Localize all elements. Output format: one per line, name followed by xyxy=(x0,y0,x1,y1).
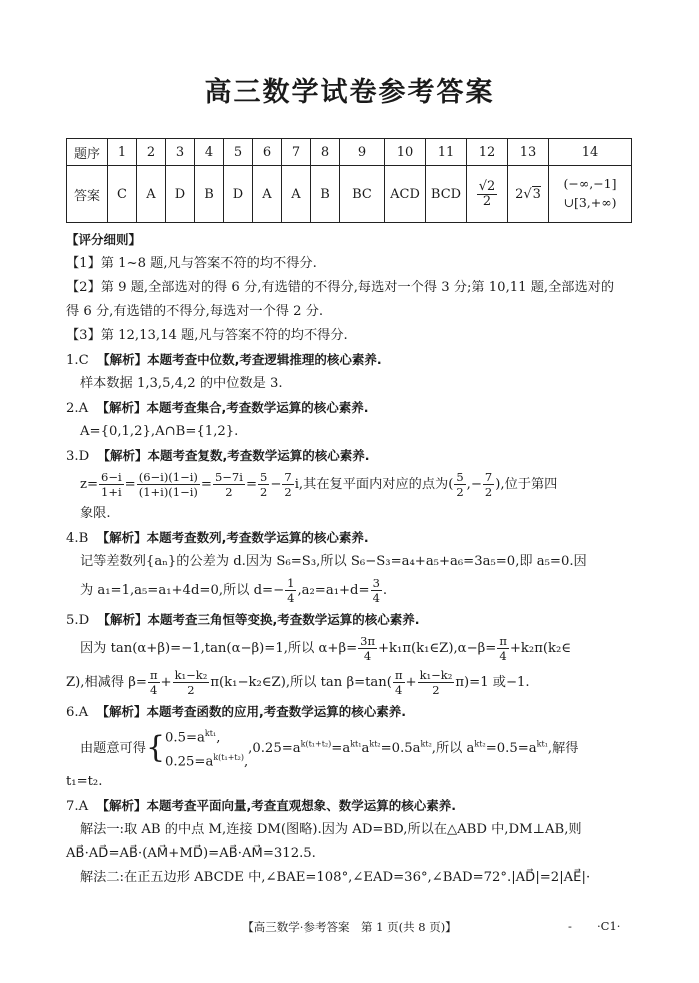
table-cell-number: 7 xyxy=(282,139,311,166)
q5-body-1: 因为 tan(α+β)=−1,tan(α−β)=1,所以 α+β= $\frac{3\pi}{4}$ +k₁π(k₁∈Z),α−β= $\frac{\pi}{4}$ +k₂π(k₂∈ xyxy=(80,634,572,663)
table-cell-number: 12 xyxy=(467,139,508,166)
table-row-numbers xyxy=(67,139,632,166)
table-cell-number: 13 xyxy=(508,139,549,166)
q3-body-end: 象限. xyxy=(80,506,111,521)
table-row-answers xyxy=(67,166,632,223)
table-cell-number: 5 xyxy=(224,139,253,166)
page-title: 高三数学试卷参考答案 xyxy=(204,77,495,108)
table-cell-answer: B xyxy=(311,166,340,223)
q6-header: 6.A 【解析】本题考查函数的应用,考查数学运算的核心素养. xyxy=(66,704,406,720)
table-cell-number: 6 xyxy=(253,139,282,166)
q1-body: 样本数据 1,3,5,4,2 的中位数是 3. xyxy=(80,376,283,391)
table-cell-answer: A xyxy=(282,166,311,223)
q4-body-2: 为 a₁=1,a₅=a₁+4d=0,所以 d=− $\frac{1}{4}$ ,a₂=a₁+d= $\frac{3}{4}$ . xyxy=(80,576,388,605)
table-cell-number: 3 xyxy=(166,139,195,166)
table-header-label: 题序 xyxy=(67,139,108,166)
q3-header: 3.D 【解析】本题考查复数,考查数学运算的核心素养. xyxy=(66,448,370,464)
table-cell-answer: BC xyxy=(340,166,385,223)
table-cell-answer: ACD xyxy=(385,166,426,223)
q7-body-3: 解法二:在正五边形 ABCDE 中,∠BAE=108°,∠EAD=36°,∠BAD=72°.|AD⃗|=2|AE⃗|· xyxy=(80,870,591,885)
table-cell-number: 2 xyxy=(137,139,166,166)
table-answer-label: 答案 xyxy=(67,166,108,223)
answer-table xyxy=(66,138,632,223)
table-cell-number: 10 xyxy=(385,139,426,166)
answer-explanations xyxy=(66,228,636,890)
table-cell-answer: B xyxy=(195,166,224,223)
q6-body-end: t₁=t₂. xyxy=(66,774,103,789)
scoring-rule-1: 【1】第 1~8 题,凡与答案不符的均不得分. xyxy=(66,256,317,271)
table-cell-number: 8 xyxy=(311,139,340,166)
scoring-rule-2b: 得 6 分,有选错的不得分,每选对一个得 2 分. xyxy=(66,304,324,319)
footer-code: ·C1· xyxy=(597,919,621,933)
table-cell-answer: C xyxy=(108,166,137,223)
table-cell-number: 14 xyxy=(549,139,632,166)
table-cell-answer: D xyxy=(166,166,195,223)
q5-body-2: Z),相减得 β= $\frac{\pi}{4}$ + $\frac{\text{k₁−k₂}}{2}$ π(k₁−k₂∈Z),所以 tan β=tan( $\frac{\pi}{4}$ + $\frac{\text{k₁−k₂}}{2}$ π)=1 或−1. xyxy=(66,668,530,697)
q2-body: A={0,1,2},A∩B={1,2}. xyxy=(80,424,239,439)
table-cell-answer-12 xyxy=(467,166,508,223)
scoring-rule-3: 【3】第 12,13,14 题,凡与答案不符的均不得分. xyxy=(66,328,348,343)
q4-header: 4.B 【解析】本题考查数列,考查数学运算的核心素养. xyxy=(66,530,369,546)
table-cell-number: 11 xyxy=(426,139,467,166)
scoring-heading: 【评分细则】 xyxy=(66,232,142,247)
q6-body: 由题意可得{$0.5=a^{kt_1}$, $0.25=a^{k(t_1+t_2)},,0.25=a^{k(t_1+t_2)}=a^{kt_1}a^{kt_2}=0.5a^{kt_2}$,所以 $a^{kt_2}=0.5=a^{kt_1}$,解得 xyxy=(80,729,579,770)
q7-body-2: AB⃗·AD⃗=AB⃗·(AM⃗+MD⃗)=AB⃗·AM⃗=312.5. xyxy=(66,846,316,861)
q4-body-1: 记等差数列{aₙ}的公差为 d.因为 S₆=S₃,所以 S₆−S₃=a₄+a₅+a₆=3a₅=0,即 a₅=0.因 xyxy=(80,554,587,569)
fraction: $\frac{√2}{2}$ xyxy=(478,178,496,209)
q1-header: 1.C 【解析】本题考查中位数,考查逻辑推理的核心素养. xyxy=(66,352,382,368)
footer-dash: - xyxy=(568,919,572,933)
table-cell-number: 9 xyxy=(340,139,385,166)
q7-header: 7.A 【解析】本题考查平面向量,考查直观想象、数学运算的核心素养. xyxy=(66,798,456,814)
table-cell-answer-13: 2√3 xyxy=(508,166,549,223)
table-cell-answer: BCD xyxy=(426,166,467,223)
table-cell-number: 1 xyxy=(108,139,137,166)
q3-body: z= $\frac{6-i}{1+i}$ = $\frac{(6-i)(1-i)}{(1+i)(1-i)}$ = $\frac{5-7i}{2}$ = $\frac{5}{2}$ − $\frac{7}{2}$ i,其在复平面内对应的点为( $\frac{5}{2}$ ,− $\frac{7}{2}$ ),位于第四 xyxy=(80,470,558,499)
table-cell-answer: A xyxy=(253,166,282,223)
table-cell-number: 4 xyxy=(195,139,224,166)
page-footer: 【高三数学·参考答案 第 1 页(共 8 页)】 xyxy=(242,920,457,934)
table-cell-answer: A xyxy=(137,166,166,223)
table-cell-answer-14: (−∞,−1] ∪[3,+∞) xyxy=(549,166,632,223)
q5-header: 5.D 【解析】本题考查三角恒等变换,考查数学运算的核心素养. xyxy=(66,612,420,628)
q7-body-1: 解法一:取 AB 的中点 M,连接 DM(图略).因为 AD=BD,所以在△ABD 中,DM⊥AB,则 xyxy=(80,822,582,837)
table-cell-answer: D xyxy=(224,166,253,223)
q2-header: 2.A 【解析】本题考查集合,考查数学运算的核心素养. xyxy=(66,400,369,416)
scoring-rule-2a: 【2】第 9 题,全部选对的得 6 分,有选错的不得分,每选对一个得 3 分;第 10,11 题,全部选对的 xyxy=(66,280,615,295)
